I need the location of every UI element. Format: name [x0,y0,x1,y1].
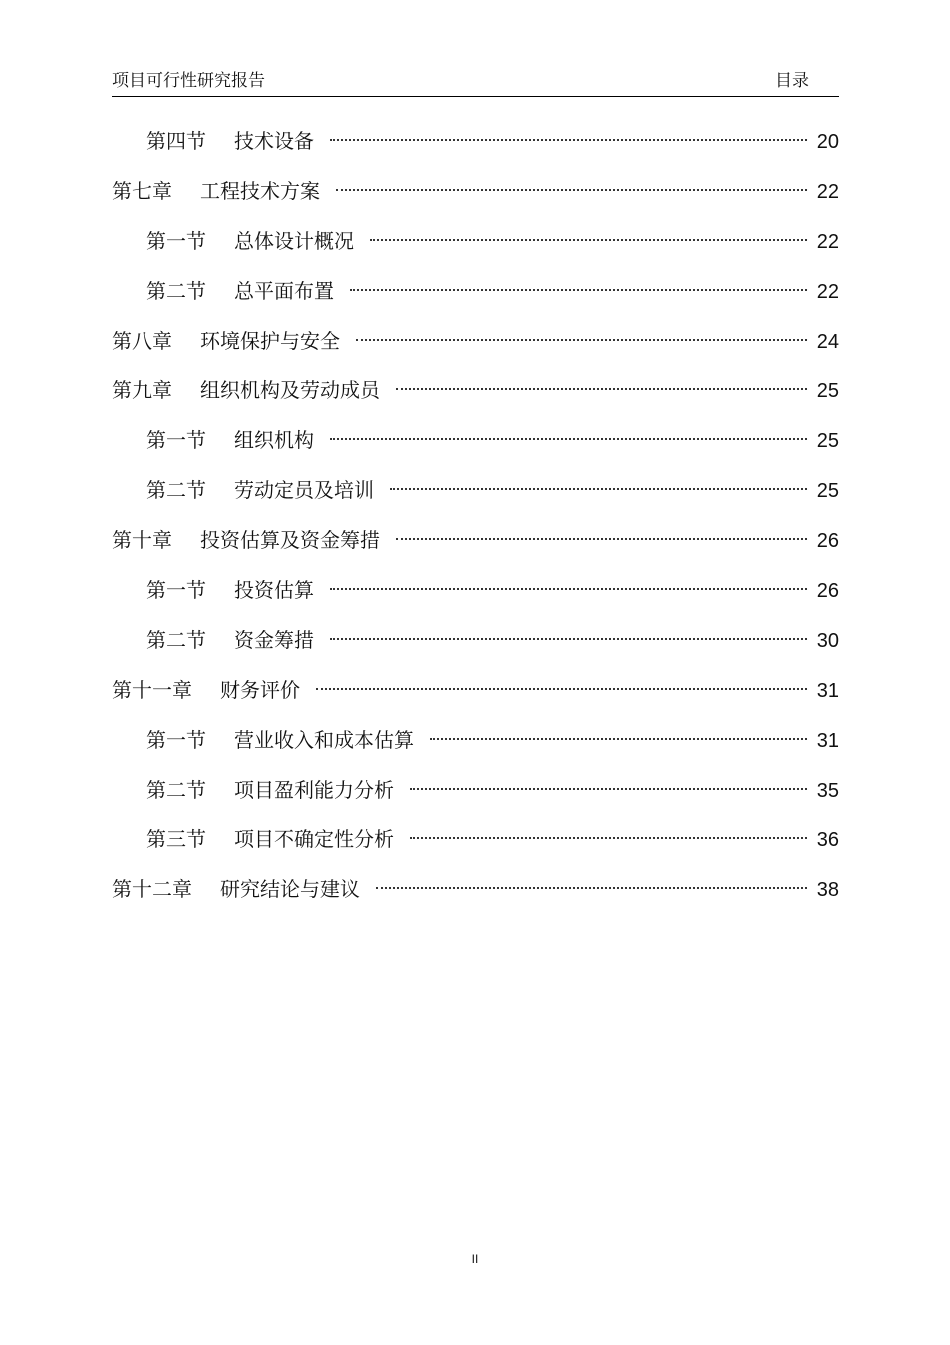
toc-entry-number: 第一节 [146,228,206,253]
toc-entry-title: 资金筹措 [234,627,314,652]
toc-entry-page-number: 31 [816,679,839,702]
toc-entry[interactable] [112,422,839,472]
toc-entry-title: 总平面布置 [234,278,334,303]
table-of-contents [112,123,839,921]
toc-entry-title: 技术设备 [234,129,314,153]
toc-entry-title: 项目盈利能力分析 [234,777,394,802]
toc-entry-page-number: 22 [816,280,839,303]
footer-page-number: II [471,1252,479,1266]
toc-entry-page-number: 38 [816,879,839,902]
toc-entry[interactable] [112,273,839,323]
toc-entry[interactable] [112,223,839,273]
toc-entry-number: 第四节 [146,129,206,153]
toc-dot-leader [430,738,807,740]
toc-entry-number: 第一节 [146,727,206,752]
toc-dot-leader [370,239,807,241]
toc-entry-number: 第二节 [146,478,206,503]
toc-entry[interactable] [112,722,839,772]
toc-entry-title: 劳动定员及培训 [234,478,374,503]
toc-entry-title: 总体设计概况 [234,228,354,253]
toc-entry-title: 项目不确定性分析 [234,827,394,852]
toc-entry-number: 第一节 [146,578,206,603]
toc-entry-page-number: 25 [816,380,839,403]
toc-entry-number: 第十一章 [112,677,192,702]
toc-entry-page-number: 31 [816,729,839,752]
toc-entry-page-number: 24 [816,330,839,353]
toc-entry-page-number: 22 [816,180,839,203]
toc-entry-page-number: 30 [816,629,839,652]
toc-entry-number: 第十章 [112,528,172,553]
document-title: 项目可行性研究报告 [112,71,265,91]
toc-entry-page-number: 26 [816,530,839,553]
toc-entry-title: 工程技术方案 [200,178,320,203]
toc-entry-number: 第二节 [146,278,206,303]
toc-entry[interactable] [112,871,839,921]
toc-entry[interactable] [112,572,839,622]
toc-entry-page-number: 35 [816,779,839,802]
toc-entry[interactable] [112,821,839,871]
toc-entry[interactable] [112,622,839,672]
toc-entry-number: 第二节 [146,627,206,652]
toc-entry-page-number: 26 [816,580,839,603]
toc-entry[interactable] [112,323,839,373]
toc-dot-leader [316,688,807,690]
toc-dot-leader [396,388,807,390]
toc-entry[interactable] [112,173,839,223]
toc-entry-number: 第二节 [146,777,206,802]
toc-entry-title: 营业收入和成本估算 [234,727,414,752]
toc-dot-leader [410,837,807,839]
toc-dot-leader [350,289,807,291]
toc-entry-title: 财务评价 [220,677,300,702]
toc-entry-number: 第八章 [112,328,172,353]
toc-entry-number: 第一节 [146,428,206,453]
toc-dot-leader [330,438,807,440]
toc-dot-leader [356,339,807,341]
toc-entry-page-number: 22 [816,230,839,253]
toc-entry[interactable] [112,472,839,522]
toc-dot-leader [396,538,807,540]
toc-entry-title: 投资估算 [234,578,314,603]
toc-dot-leader [390,488,807,490]
toc-entry-number: 第九章 [112,378,172,403]
toc-entry-page-number: 25 [816,480,839,503]
toc-entry-title: 组织机构 [234,428,314,453]
toc-entry-title: 投资估算及资金筹措 [200,528,380,553]
toc-entry-number: 第七章 [112,178,172,203]
page-header [112,70,839,97]
toc-dot-leader [330,638,807,640]
toc-dot-leader [330,588,807,590]
toc-dot-leader [376,887,807,889]
toc-entry-title: 组织机构及劳动成员 [200,378,380,403]
toc-entry-title: 研究结论与建议 [220,877,360,902]
toc-entry[interactable] [112,522,839,572]
toc-entry-page-number: 25 [816,430,839,453]
toc-entry-number: 第十二章 [112,877,192,902]
toc-dot-leader [410,788,807,790]
toc-entry-page-number: 36 [816,829,839,852]
toc-entry[interactable] [112,772,839,822]
toc-entry-title: 环境保护与安全 [200,328,340,353]
toc-entry-number: 第三节 [146,827,206,852]
toc-entry[interactable] [112,672,839,722]
toc-dot-leader [336,189,807,191]
header-section-label: 目录 [775,71,809,91]
toc-entry[interactable] [112,123,839,173]
toc-dot-leader [330,139,807,141]
toc-entry[interactable] [112,372,839,422]
toc-entry-page-number: 20 [816,131,839,153]
